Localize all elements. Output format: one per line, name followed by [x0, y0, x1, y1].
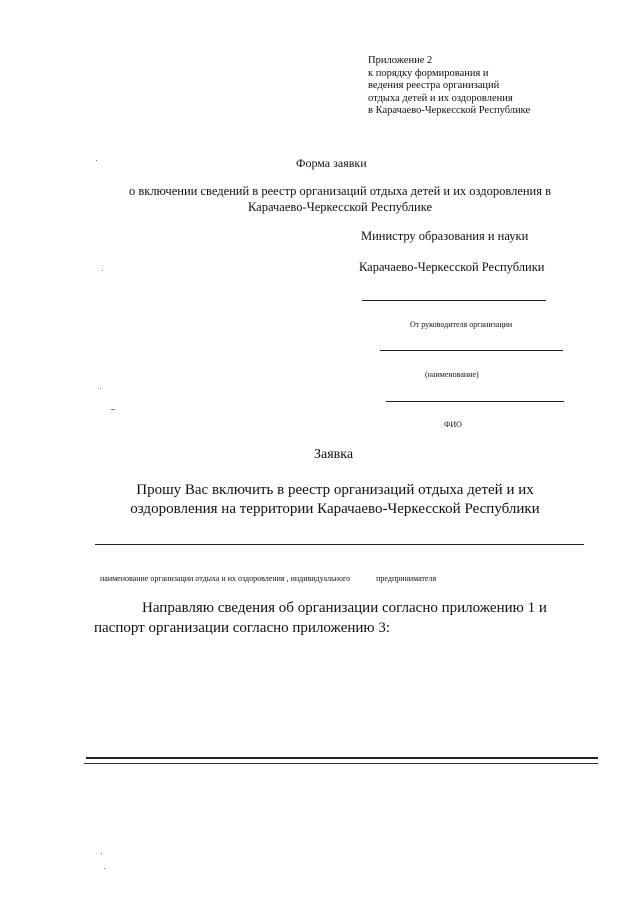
scan-speck: [101, 853, 102, 854]
appendix-line: в Карачаево-Черкесской Республике: [368, 105, 531, 116]
scan-speck: [104, 868, 105, 869]
bottom-line-upper: [86, 757, 598, 759]
organization-caption-left: наименование организации отдыха и их оздоровления , индивидуального: [100, 574, 351, 583]
scan-speck: [111, 409, 115, 410]
info-paragraph-text: Направляю сведения об организации согласно приложению 1 и паспорт организации согласно приложению 3:: [94, 600, 547, 636]
fio-line: [386, 401, 564, 402]
head-caption: От руководителя организации: [410, 320, 513, 329]
addressee-line-1: Министру образования и науки: [361, 229, 529, 243]
appendix-line: Приложение 2: [368, 55, 433, 66]
application-heading: Заявка: [314, 447, 354, 462]
appendix-line: к порядку формирования и: [368, 67, 489, 79]
addressee-line-2: Карачаево-Черкесской Республики: [359, 260, 545, 274]
form-title: Форма заявки: [296, 156, 367, 170]
appendix-header: [368, 55, 530, 118]
fio-caption: ФИО: [444, 420, 462, 429]
organization-name-caption: (наименование): [425, 370, 479, 379]
form-subtitle: о включении сведений в реестр организаций отдыха детей и их оздоровления в Карачаево-Черкесской Республике: [128, 184, 552, 214]
appendix-line: ведения реестра организаций: [368, 80, 500, 91]
bottom-line-lower: [84, 763, 598, 764]
scan-speck: [100, 388, 101, 389]
head-signature-line: [362, 300, 546, 301]
organization-caption: [100, 574, 436, 583]
appendix-line: отдыха детей и их оздоровления: [368, 92, 513, 104]
organization-caption-right: предпринимателя: [376, 574, 437, 583]
request-text: Прошу Вас включить в реестр организаций отдыха детей и их оздоровления на территории Карачаево-Черкесской Республики: [130, 482, 540, 517]
organization-line: [95, 544, 584, 545]
organization-name-line: [380, 350, 563, 351]
scan-speck: [96, 160, 97, 161]
info-paragraph: [94, 598, 574, 638]
scan-speck: [102, 270, 103, 271]
